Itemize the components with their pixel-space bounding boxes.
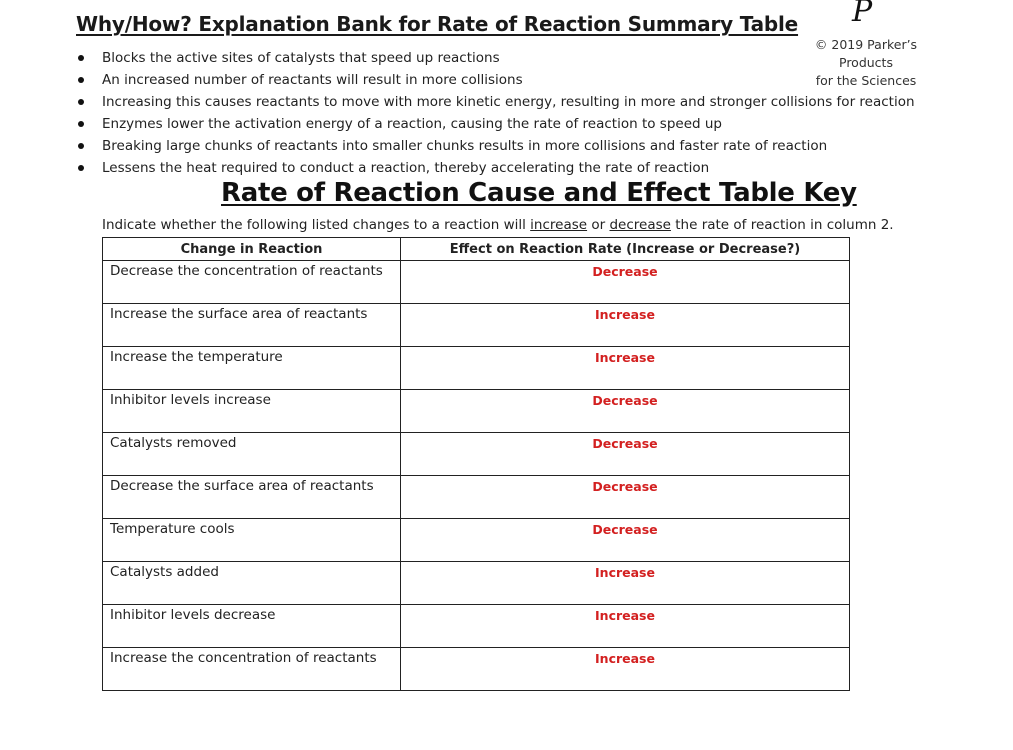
- copyright-line-1: © 2019 Parker’s Products: [814, 37, 918, 70]
- table-row: [103, 433, 850, 476]
- table-row: [103, 347, 850, 390]
- list-item: [76, 70, 915, 92]
- instructions-part-1: Indicate whether the following listed changes to a reaction will: [102, 217, 531, 233]
- table-title: Rate of Reaction Cause and Effect Table Key: [221, 178, 857, 208]
- change-cell: Increase the concentration of reactants: [103, 648, 401, 691]
- table-row: [103, 476, 850, 519]
- effect-cell: Increase: [401, 648, 850, 691]
- header-change-in-reaction: Change in Reaction: [103, 238, 401, 261]
- table-row: [103, 648, 850, 691]
- list-item-text: An increased number of reactants will result in more collisions: [102, 72, 523, 88]
- effect-cell: Decrease: [401, 433, 850, 476]
- instructions-part-2: or: [587, 217, 610, 233]
- instructions-increase-word: increase: [530, 217, 588, 233]
- effect-cell: Decrease: [401, 476, 850, 519]
- bullet-icon: [78, 77, 84, 83]
- table-row: [103, 261, 850, 304]
- bullet-icon: [78, 121, 84, 127]
- list-item: [76, 136, 915, 158]
- table-row: [103, 562, 850, 605]
- list-item-text: Blocks the active sites of catalysts that speed up reactions: [102, 50, 500, 66]
- effect-cell: Increase: [401, 347, 850, 390]
- bullet-icon: [78, 99, 84, 105]
- list-item: [76, 158, 915, 180]
- effect-cell: Decrease: [401, 390, 850, 433]
- effect-cell: Decrease: [401, 519, 850, 562]
- table-row: [103, 304, 850, 347]
- bullet-icon: [78, 143, 84, 149]
- change-cell: Decrease the surface area of reactants: [103, 476, 401, 519]
- list-item-text: Increasing this causes reactants to move with more kinetic energy, resulting in more and stronger collisions for reaction: [102, 94, 915, 110]
- copyright-line-2: for the Sciences: [815, 73, 917, 88]
- change-cell: Catalysts removed: [103, 433, 401, 476]
- effect-cell: Decrease: [401, 261, 850, 304]
- list-item-text: Lessens the heat required to conduct a reaction, thereby accelerating the rate of reaction: [102, 160, 710, 176]
- explanation-bank-list: [76, 48, 915, 180]
- list-item: [76, 92, 915, 114]
- bullet-icon: [78, 55, 84, 61]
- table-instructions: [102, 217, 894, 233]
- change-cell: Inhibitor levels increase: [103, 390, 401, 433]
- effect-cell: Increase: [401, 562, 850, 605]
- change-cell: Catalysts added: [103, 562, 401, 605]
- table-row: [103, 605, 850, 648]
- change-cell: Increase the surface area of reactants: [103, 304, 401, 347]
- cause-effect-table: [102, 237, 850, 691]
- list-item-text: Breaking large chunks of reactants into smaller chunks results in more collisions and faster rate of reaction: [102, 138, 828, 154]
- table-row: [103, 519, 850, 562]
- list-item-text: Enzymes lower the activation energy of a reaction, causing the rate of reaction to speed up: [102, 116, 722, 132]
- change-cell: Decrease the concentration of reactants: [103, 261, 401, 304]
- instructions-decrease-word: decrease: [609, 217, 671, 233]
- table-row: [103, 390, 850, 433]
- effect-cell: Increase: [401, 605, 850, 648]
- explanation-bank-title: Why/How? Explanation Bank for Rate of Reaction Summary Table: [76, 12, 799, 36]
- list-item: [76, 114, 915, 136]
- instructions-part-3: the rate of reaction in column 2.: [670, 217, 894, 233]
- parkers-logo-icon: P: [852, 0, 873, 29]
- header-effect-on-rate: Effect on Reaction Rate (Increase or Decrease?): [401, 238, 850, 261]
- change-cell: Inhibitor levels decrease: [103, 605, 401, 648]
- change-cell: Increase the temperature: [103, 347, 401, 390]
- bullet-icon: [78, 165, 84, 171]
- change-cell: Temperature cools: [103, 519, 401, 562]
- table-header-row: [103, 238, 850, 261]
- effect-cell: Increase: [401, 304, 850, 347]
- list-item: [76, 48, 915, 70]
